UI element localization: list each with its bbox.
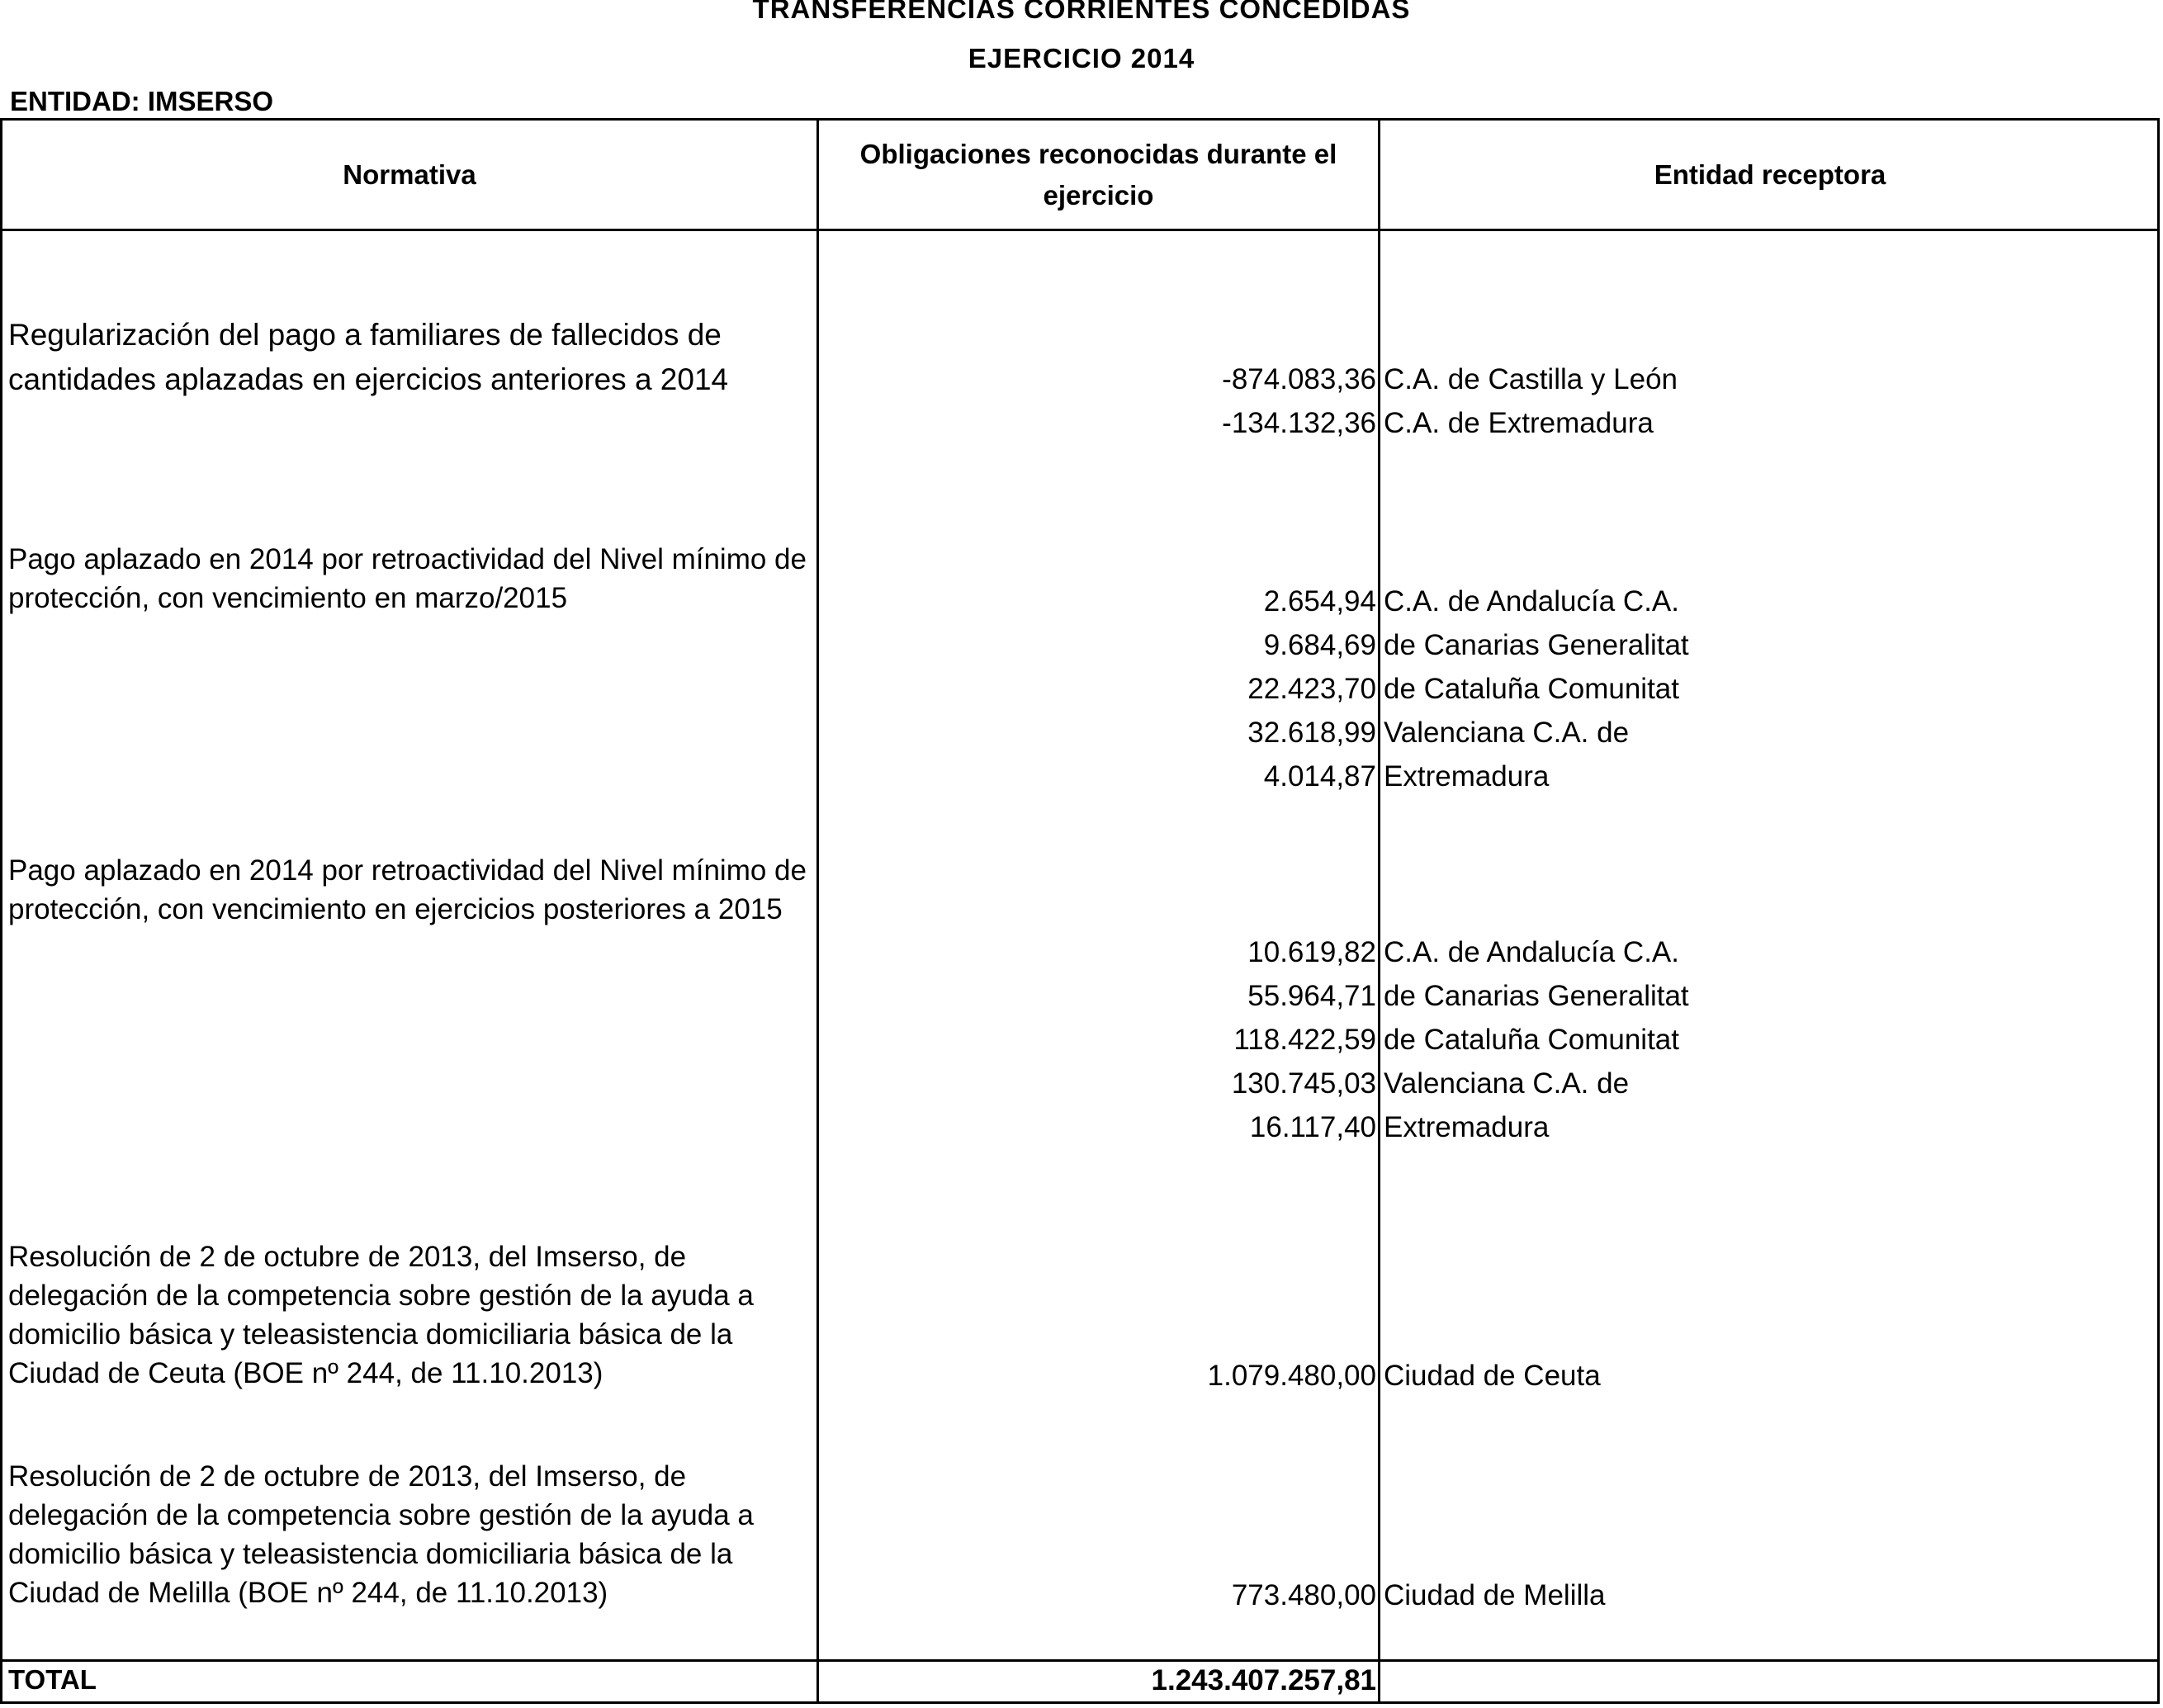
- entity-cell: de Cataluña Comunitat: [1384, 673, 1679, 705]
- amounts-group-2: [819, 580, 1376, 798]
- column-divider: [1378, 118, 1380, 1704]
- amount-cell: -874.083,36: [1222, 363, 1376, 395]
- entities-group-1: [1384, 357, 2151, 445]
- column-divider: [816, 118, 819, 1704]
- entity-label: ENTIDAD: IMSERSO: [10, 86, 274, 116]
- total-label: TOTAL: [8, 1664, 97, 1695]
- document-subtitle: EJERCICIO 2014: [968, 43, 1195, 73]
- amount-cell: 32.618,99: [1247, 717, 1376, 749]
- column-header-obligaciones: Obligaciones reconocidas durante el ejercicio: [859, 138, 1337, 211]
- normativa-text: Resolución de 2 de octubre de 2013, del Imserso, de delegación de la competencia sobre gestión de la ayuda a domicilio básica y teleasistencia domiciliaria básica de la Ciudad de Melilla (BOE nº 244, de 11.10.2013): [8, 1460, 754, 1609]
- amount-cell: 1.079.480,00: [1207, 1360, 1376, 1392]
- amounts-group-3: [819, 930, 1376, 1149]
- amount-cell: 55.964,71: [1247, 980, 1376, 1012]
- entity-cell: Extremadura: [1384, 760, 1550, 792]
- normativa-text: Pago aplazado en 2014 por retroactividad del Nivel mínimo de protección, con vencimiento en ejercicios posteriores a 2015: [8, 854, 807, 925]
- entities-group-3: [1384, 930, 2151, 1149]
- amount-cell: 118.422,59: [1233, 1024, 1376, 1056]
- entity-cell: Extremadura: [1384, 1111, 1550, 1143]
- entity-cell: Ciudad de Ceuta: [1384, 1360, 1601, 1392]
- amounts-group-1: [819, 357, 1376, 445]
- amount-cell: 9.684,69: [1263, 629, 1376, 661]
- entity-cell: Valenciana C.A. de: [1384, 1067, 1630, 1100]
- entity-cell: de Canarias Generalitat: [1384, 629, 1689, 661]
- amount-cell: 16.117,40: [1249, 1111, 1376, 1143]
- entity-cell: de Canarias Generalitat: [1384, 980, 1689, 1012]
- amount-cell: 22.423,70: [1247, 673, 1376, 705]
- amounts-group-5: [819, 1573, 1376, 1617]
- entity-cell: de Cataluña Comunitat: [1384, 1024, 1679, 1056]
- normativa-text: Resolución de 2 de octubre de 2013, del Imserso, de delegación de la competencia sobre gestión de la ayuda a domicilio básica y teleasistencia domiciliaria básica de la Ciudad de Ceuta (BOE nº 244, de 11.10.2013): [8, 1241, 754, 1389]
- total-value: 1.243.407.257,81: [1151, 1664, 1376, 1696]
- amount-cell: 130.745,03: [1231, 1067, 1376, 1100]
- entity-cell: C.A. de Andalucía C.A.: [1384, 585, 1679, 617]
- entity-cell: C.A. de Andalucía C.A.: [1384, 936, 1679, 968]
- entities-group-4: [1384, 1354, 2151, 1398]
- entities-group-5: [1384, 1573, 2151, 1617]
- amount-cell: 2.654,94: [1263, 585, 1376, 617]
- amount-cell: 773.480,00: [1231, 1579, 1376, 1611]
- entity-cell: C.A. de Castilla y León: [1384, 363, 1678, 395]
- document-title: TRANSFERENCIAS CORRIENTES CONCEDIDAS: [752, 0, 1411, 24]
- column-header-entidad: Entidad receptora: [1654, 158, 1886, 190]
- amount-cell: -134.132,36: [1222, 407, 1376, 439]
- entity-cell: C.A. de Extremadura: [1384, 407, 1654, 439]
- entities-group-2: [1384, 580, 2151, 798]
- amount-cell: 10.619,82: [1247, 936, 1376, 968]
- amounts-group-4: [819, 1354, 1376, 1398]
- total-divider: [0, 1659, 2160, 1662]
- entity-cell: Valenciana C.A. de: [1384, 717, 1630, 749]
- column-header-normativa: Normativa: [343, 158, 476, 190]
- header-divider: [0, 229, 2160, 231]
- amount-cell: 4.014,87: [1263, 760, 1376, 792]
- normativa-text: Pago aplazado en 2014 por retroactividad del Nivel mínimo de protección, con vencimiento en marzo/2015: [8, 543, 807, 614]
- entity-cell: Ciudad de Melilla: [1384, 1579, 1606, 1611]
- normativa-text: Regularización del pago a familiares de fallecidos de cantidades aplazadas en ejercicios anteriores a 2014: [8, 318, 729, 396]
